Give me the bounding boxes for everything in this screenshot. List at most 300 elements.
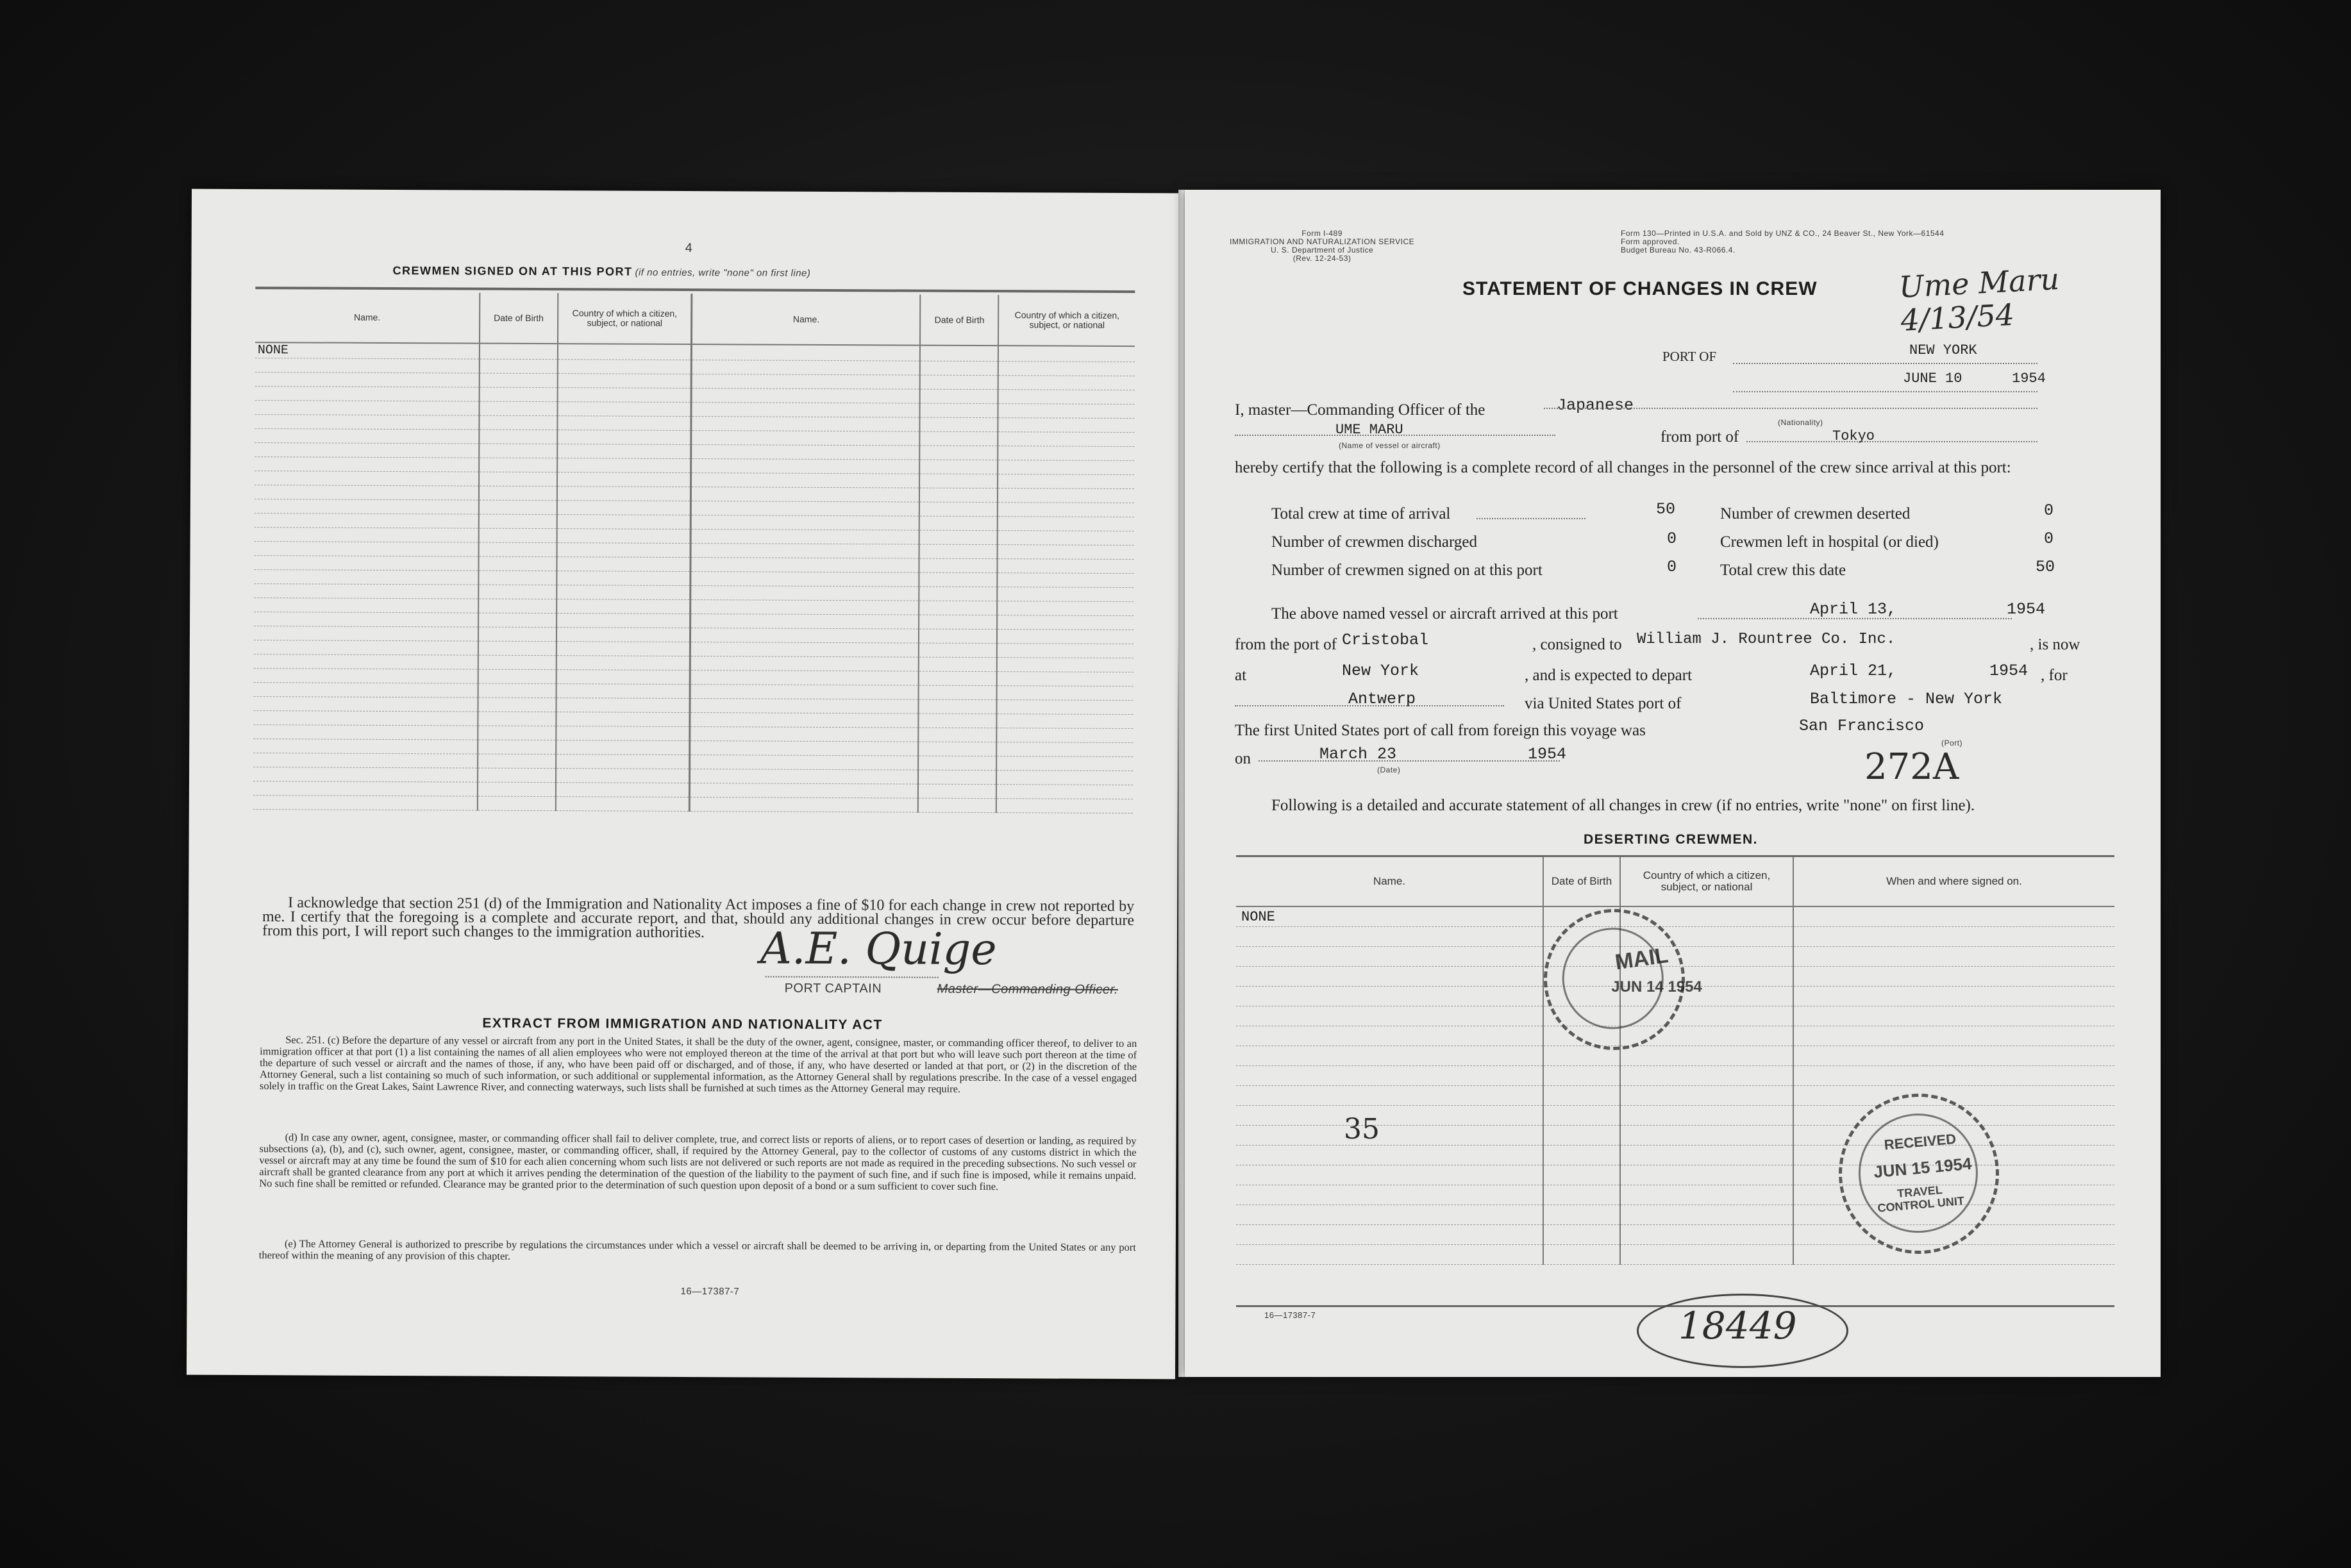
total-crew-date-label: Total crew this date <box>1720 562 1846 579</box>
table-cell <box>998 545 1134 560</box>
table-row <box>1236 906 2114 927</box>
table-cell <box>556 585 690 600</box>
page-number: 4 <box>685 241 693 256</box>
table-cell <box>919 558 998 573</box>
table-cell <box>998 376 1135 390</box>
table-cell <box>1236 1165 1543 1185</box>
table-cell <box>690 656 919 672</box>
table-cell <box>255 387 480 402</box>
table-cell <box>478 599 556 613</box>
from-port-value: Tokyo <box>1832 428 1875 444</box>
file-number: 18449 <box>1678 1304 1797 1347</box>
table-cell <box>253 725 478 740</box>
table-cell <box>1620 1146 1793 1165</box>
table-cell <box>254 584 478 599</box>
table-cell <box>479 430 557 444</box>
table-cell <box>691 487 920 503</box>
table-cell <box>556 642 690 656</box>
table-cell <box>478 796 556 811</box>
expected-year: 1954 <box>1989 662 2029 680</box>
table-cell <box>1620 1106 1793 1126</box>
table-cell <box>691 530 920 545</box>
table-cell <box>997 700 1134 715</box>
table-cell <box>1236 1185 1543 1205</box>
on-value: March 23 <box>1319 745 1397 763</box>
table-cell <box>1793 906 2114 927</box>
table-cell <box>690 558 919 573</box>
table-cell <box>998 474 1134 489</box>
table-cell <box>556 599 690 614</box>
right-page <box>1185 190 2161 1377</box>
table-cell <box>920 431 998 446</box>
table-cell <box>479 387 557 402</box>
table-cell <box>557 487 691 501</box>
table-cell <box>919 516 998 531</box>
table-cell <box>996 771 1133 785</box>
table-cell <box>919 629 997 644</box>
following-text: Following is a detailed and accurate statement of all changes in crew (if no entries, write "none" on first line). <box>1271 797 1975 814</box>
nationality-value: Japanese <box>1557 396 1634 415</box>
table-cell <box>479 514 557 529</box>
section-251d-text: (d) In case any owner, agent, consignee, master, or commanding officer shall fail to deliver complete, true, and correct lists or reports of aliens, or to report cases of desertion or landing, as required by subsections (a), (b), and (c), such owner, agent, consignee, master, or commanding officer, shall, if required by the Attorney General, pay to the collector of customs of any customs district in which the vessel or aircraft may at any time be found the sum of $10 for each alien concerning whom such lists are not delivered or such reports are not made as required in the preceding subsections. No such vessel or aircraft shall be granted clearance from any port at which it arrives pending the determination of the question of the liability to the payment of such fine, and if such fine is imposed, while it remains unpaid. No such fine shall be remitted or refunded. Clearance may be granted prior to the determination of such question upon deposit of a bond or a sum sufficient to cover such fine. <box>259 1131 1137 1193</box>
table-cell <box>919 572 998 587</box>
table-cell <box>556 656 690 671</box>
table-cell <box>1236 947 1543 967</box>
table-cell <box>690 614 919 630</box>
table-cell <box>254 669 478 684</box>
table-cell <box>478 669 556 684</box>
deserted-value: 0 <box>2044 501 2054 520</box>
table-cell <box>1543 1126 1620 1146</box>
table-cell <box>556 797 690 812</box>
table-cell <box>690 685 919 700</box>
table-cell <box>255 429 479 444</box>
table-cell <box>691 388 920 404</box>
table-cell <box>690 572 919 587</box>
table-cell <box>919 643 997 658</box>
table-cell <box>253 697 478 712</box>
table-cell <box>691 445 920 460</box>
master-line: I, master—Commanding Officer of the <box>1235 401 1485 419</box>
table-cell <box>479 415 557 430</box>
via-label: via United States port of <box>1525 695 1682 712</box>
table-cell <box>478 754 556 769</box>
table-cell <box>1620 1185 1793 1205</box>
table-cell <box>998 488 1134 503</box>
desert-name-cell: NONE <box>1236 906 1543 927</box>
table-cell <box>1236 1086 1543 1106</box>
table-cell <box>478 641 556 656</box>
table-cell <box>556 769 690 783</box>
table-cell <box>557 515 691 530</box>
table-cell <box>253 767 478 783</box>
port-label: PORT OF <box>1662 349 1717 364</box>
table-cell <box>255 415 479 430</box>
table-cell <box>691 431 920 446</box>
table-cell <box>998 601 1134 616</box>
table-cell <box>690 642 919 658</box>
table-cell <box>254 640 478 656</box>
table-cell <box>997 714 1134 729</box>
table-cell <box>556 543 690 558</box>
port-value: NEW YORK <box>1909 342 1977 358</box>
table-cell <box>556 684 690 699</box>
table-cell <box>918 784 996 799</box>
table-cell <box>254 683 478 698</box>
table-cell <box>1620 1225 1793 1245</box>
table-cell <box>253 753 478 769</box>
table-cell <box>919 685 997 700</box>
consigned-value: William J. Rountree Co. Inc. <box>1637 631 1896 648</box>
table-cell <box>690 600 919 615</box>
table-cell <box>557 416 691 431</box>
table-cell <box>919 699 997 714</box>
table-cell <box>997 686 1134 701</box>
table-cell <box>996 799 1133 813</box>
table-cell <box>558 374 692 388</box>
table-row <box>1236 1225 2114 1245</box>
table-cell <box>690 713 919 728</box>
table-cell <box>1543 1066 1620 1086</box>
table-cell <box>556 557 690 572</box>
table-cell <box>919 544 998 559</box>
table-cell <box>1236 987 1543 1006</box>
table-cell <box>997 672 1134 687</box>
for-label: , for <box>2041 667 2068 684</box>
table-cell <box>254 598 478 613</box>
table-cell <box>478 712 556 726</box>
hospital-label: Crewmen left in hospital (or died) <box>1720 533 1939 551</box>
table-cell <box>556 670 690 685</box>
table-cell <box>255 471 479 487</box>
table-cell <box>478 782 556 797</box>
handwritten-code: 272A <box>1864 746 1959 788</box>
table-cell <box>254 570 478 585</box>
table-cell <box>1793 1006 2114 1026</box>
table-cell <box>997 630 1134 644</box>
dest-value: Antwerp <box>1348 690 1416 708</box>
table-cell <box>998 446 1135 461</box>
section-251e-text: (e) The Attorney General is authorized to prescribe by regulations the circumstances under which a vessel or aircraft shall be deemed to be arriving in, or departing from the United States or any port thereof within the meaning of any provision of this chapter. <box>258 1237 1136 1262</box>
table-cell <box>478 585 556 599</box>
table-cell <box>690 755 919 771</box>
table-cell <box>254 626 478 642</box>
table-cell <box>1620 1046 1793 1066</box>
table-cell <box>996 785 1133 799</box>
table-cell <box>692 374 921 390</box>
table-cell <box>556 740 690 755</box>
table-cell <box>255 485 479 501</box>
deserted-label: Number of crewmen deserted <box>1720 505 1911 522</box>
consigned-label: , consigned to <box>1532 636 1622 653</box>
table-cell <box>557 444 691 459</box>
table-cell <box>1236 1146 1543 1165</box>
extract-title: EXTRACT FROM IMMIGRATION AND NATIONALITY ACT <box>482 1015 883 1033</box>
date-caption: (Date) <box>1377 765 1401 774</box>
table-cell <box>919 587 998 601</box>
table-cell <box>254 556 478 571</box>
table-cell <box>997 615 1134 630</box>
table-cell <box>1793 927 2114 947</box>
table-row <box>1236 1066 2114 1086</box>
table-cell <box>996 756 1133 771</box>
table-cell <box>1236 1245 1543 1265</box>
header-date-of-birth: Date of Birth <box>480 293 558 344</box>
table-cell <box>920 389 998 404</box>
table-cell <box>1793 987 2114 1006</box>
header-date-of-birth-2: Date of Birth <box>920 295 998 346</box>
table-cell <box>254 655 478 670</box>
table-cell <box>478 627 556 642</box>
table-cell <box>919 460 998 474</box>
year-value: 1954 <box>2012 371 2046 387</box>
table-cell <box>253 739 478 755</box>
struck-title: Master—Commanding Officer. <box>937 981 1118 997</box>
table-row <box>1236 1046 2114 1066</box>
table-cell <box>479 444 557 458</box>
table-cell <box>253 781 478 797</box>
table-cell <box>1543 1146 1620 1165</box>
table-cell <box>556 755 690 769</box>
table-cell <box>918 770 996 785</box>
table-row <box>1236 1026 2114 1046</box>
table-cell <box>998 517 1134 531</box>
table-cell <box>998 573 1134 588</box>
vessel-caption: (Name of vessel or aircraft) <box>1339 441 1441 450</box>
table-cell <box>556 698 690 713</box>
table-cell <box>1793 1046 2114 1066</box>
table-cell <box>255 401 480 416</box>
table-cell <box>557 430 691 445</box>
table-cell <box>919 713 997 728</box>
desert-header-name: Name. <box>1236 856 1543 907</box>
table-cell <box>1620 1205 1793 1225</box>
table-cell <box>919 530 998 545</box>
hospital-value: 0 <box>2044 530 2054 548</box>
form-header-left: Form I-489 IMMIGRATION AND NATURALIZATION SERVICE U. S. Department of Justice (Rev. 12-24-53) <box>1230 229 1415 263</box>
is-now: , is now <box>2030 636 2080 653</box>
table-cell <box>1793 1026 2114 1046</box>
handwritten-note: Ume Maru 4/13/54 <box>1898 261 2061 338</box>
table-cell <box>920 446 998 460</box>
table-cell <box>255 372 480 388</box>
table-cell <box>997 742 1134 757</box>
table-cell <box>1543 1245 1620 1265</box>
table-cell <box>557 529 691 544</box>
table-cell <box>1620 1245 1793 1265</box>
table-cell <box>919 488 998 503</box>
table-cell <box>255 457 479 472</box>
table-cell <box>1236 1126 1543 1146</box>
table-cell <box>691 473 920 488</box>
table-cell <box>691 459 920 474</box>
discharged-value: 0 <box>1667 530 1677 548</box>
at-value: New York <box>1342 662 1419 680</box>
first-port-value: San Francisco <box>1799 717 1925 735</box>
print-code-right: 16—17387-7 <box>1264 1310 1316 1320</box>
table-cell <box>1620 1086 1793 1106</box>
certify-text: hereby certify that the following is a complete record of all changes in the personnel of the crew since arrival at this port: <box>1235 459 2011 476</box>
table-cell <box>691 403 920 418</box>
table-cell <box>691 501 920 517</box>
header-country-2: Country of which a citizen, subject, or national <box>998 295 1135 346</box>
table-cell <box>998 503 1134 517</box>
table-row <box>253 796 1133 813</box>
table-cell <box>918 756 996 771</box>
table-cell <box>998 390 1135 405</box>
table-cell <box>480 344 558 360</box>
table-cell <box>690 586 919 601</box>
table-cell <box>919 728 997 742</box>
table-cell <box>480 373 558 388</box>
desert-header-date-of-birth: Date of Birth <box>1543 856 1620 907</box>
table-cell <box>691 515 920 531</box>
table-cell <box>998 587 1134 602</box>
table-cell <box>998 346 1135 362</box>
table-cell <box>1793 947 2114 967</box>
arrived-year: 1954 <box>2007 600 2046 619</box>
table-cell <box>1543 1106 1620 1126</box>
table-cell <box>1236 1066 1543 1086</box>
table-cell <box>690 699 919 714</box>
table-cell <box>1236 1006 1543 1026</box>
table-cell <box>254 612 478 628</box>
desert-header-country: Country of which a citizen, subject, or national <box>1620 856 1793 907</box>
table-cell <box>918 798 996 813</box>
first-port-text: The first United States port of call from foreign this voyage was <box>1235 722 1646 739</box>
on-label: on <box>1235 750 1251 767</box>
table-cell <box>919 615 997 630</box>
table-cell <box>255 499 479 515</box>
table-cell <box>1543 1225 1620 1245</box>
table-cell <box>920 361 998 376</box>
table-cell <box>478 768 556 783</box>
print-code: 16—17387-7 <box>680 1285 740 1297</box>
table-cell <box>919 474 998 488</box>
table-cell <box>1236 1225 1543 1245</box>
table-cell <box>690 797 919 813</box>
discharged-label: Number of crewmen discharged <box>1271 533 1477 551</box>
table-cell <box>919 657 997 672</box>
on-year: 1954 <box>1528 745 1567 763</box>
desert-header-when-where: When and where signed on. <box>1793 856 2114 907</box>
table-row <box>1236 1245 2114 1265</box>
table-cell <box>1620 1126 1793 1146</box>
from-port-of-value: Cristobal <box>1342 631 1429 649</box>
table-cell <box>556 712 690 727</box>
table-cell <box>1620 1066 1793 1086</box>
table-cell <box>253 796 478 811</box>
section-251c-text: Sec. 251. (c) Before the departure of any vessel or aircraft from any port in the United States, it shall be the duty of the owner, agent, consignee, master, or commanding officer thereof, to deliver to an immigration officer at that port (1) a list containing the names of all alien employees who were not employed thereon at the time of the arrival at that port but who will leave such port thereon at the time of the departure of such vessel or aircraft and the names of those, if any, who have been paid off or discharged, and of those, if any, who have deserted or landed at that port, or (2) in the discretion of the Attorney General, such a list containing so much of such information, or such additional or supplemental information, as the Attorney General shall by regulations prescribe. In the case of a vessel engaged solely in traffic on the Great Lakes, Saint Lawrence River, and connecting waterways, such lists shall be furnished at such times as the Attorney General may require. <box>259 1033 1137 1095</box>
table-cell <box>255 528 479 543</box>
table-cell <box>1793 1245 2114 1265</box>
margin-mark: 35 <box>1344 1113 1380 1146</box>
table-cell <box>690 741 919 756</box>
table-cell <box>1236 967 1543 987</box>
table-cell <box>478 655 556 670</box>
total-crew-arrival-label: Total crew at time of arrival <box>1271 505 1451 522</box>
table-cell <box>690 783 919 799</box>
table-cell <box>557 388 691 403</box>
table-cell <box>998 432 1135 447</box>
table-cell <box>479 458 557 472</box>
table-cell <box>556 571 690 586</box>
table-cell <box>920 375 998 390</box>
crew-signed-on-table <box>253 292 1135 813</box>
crew-table-body <box>253 342 1135 813</box>
table-cell <box>556 613 690 628</box>
signed-on-value: 0 <box>1667 558 1677 576</box>
table-cell <box>920 403 998 418</box>
table-cell <box>1793 967 2114 987</box>
table-cell <box>253 711 478 726</box>
at-label: at <box>1235 667 1247 684</box>
table-cell <box>998 460 1135 475</box>
table-cell <box>255 358 480 374</box>
total-crew-date-value: 50 <box>2036 558 2055 576</box>
table-cell <box>479 486 557 501</box>
table-cell <box>692 344 921 361</box>
total-crew-arrival-value: 50 <box>1656 500 1676 519</box>
table-cell <box>998 559 1134 574</box>
via-value: Baltimore - New York <box>1810 690 2003 708</box>
table-cell <box>557 402 691 417</box>
table-cell <box>479 500 557 515</box>
table-cell <box>478 683 556 698</box>
left-page <box>187 189 1180 1380</box>
arrived-date: April 13, <box>1810 600 1897 619</box>
table-cell <box>557 458 691 473</box>
table-cell <box>255 443 479 458</box>
table-cell <box>558 360 692 374</box>
table-cell <box>690 544 919 559</box>
table-cell <box>558 344 692 360</box>
table-cell <box>557 472 691 487</box>
table-cell <box>690 727 919 742</box>
table-cell <box>255 513 479 529</box>
table-cell <box>690 671 919 686</box>
table-cell <box>478 571 556 585</box>
acknowledgement-text: I acknowledge that section 251 (d) of the Immigration and Nationality Act imposes a fine of $10 for each change in crew not reported by me. I certify that the foregoing is a complete and accurate report, and that, should any additional changes in crew occur before departure from this port, I will report such changes to the immigration authorities. <box>262 894 1135 942</box>
table-cell <box>998 362 1135 376</box>
port-caption: (Port) <box>1941 738 1962 747</box>
table-cell <box>1543 1165 1620 1185</box>
table-cell <box>255 542 479 557</box>
table-cell <box>920 346 998 362</box>
table-cell <box>998 531 1134 546</box>
table-cell <box>478 726 556 740</box>
table-cell <box>556 783 690 797</box>
vessel-value: UME MARU <box>1335 422 1403 438</box>
deserting-title: DESERTING CREWMEN. <box>1584 832 1759 847</box>
header-country: Country of which a citizen, subject, or national <box>558 293 692 344</box>
header-name: Name. <box>255 292 480 344</box>
date-value: JUNE 10 <box>1903 371 1962 387</box>
table-cell <box>556 628 690 642</box>
table-cell <box>1543 1205 1620 1225</box>
form-header-right: Form 130—Printed in U.S.A. and Sold by UNZ & CO., 24 Beaver St., New York—61544 Form approved. Budget Bureau No. 43-R066.4. <box>1621 229 1945 254</box>
signed-on-label: Number of crewmen signed on at this port <box>1271 562 1543 579</box>
from-port-of-label: from the port of <box>1235 636 1337 653</box>
crew-name-cell: NONE <box>255 342 480 359</box>
expected-label: , and is expected to depart <box>1525 667 1693 684</box>
table-row <box>1236 1086 2114 1106</box>
table-cell <box>1236 1205 1543 1225</box>
form-title: STATEMENT OF CHANGES IN CREW <box>1462 278 1818 299</box>
table-cell <box>919 601 998 615</box>
table-cell <box>478 740 556 755</box>
table-cell <box>1236 1026 1543 1046</box>
